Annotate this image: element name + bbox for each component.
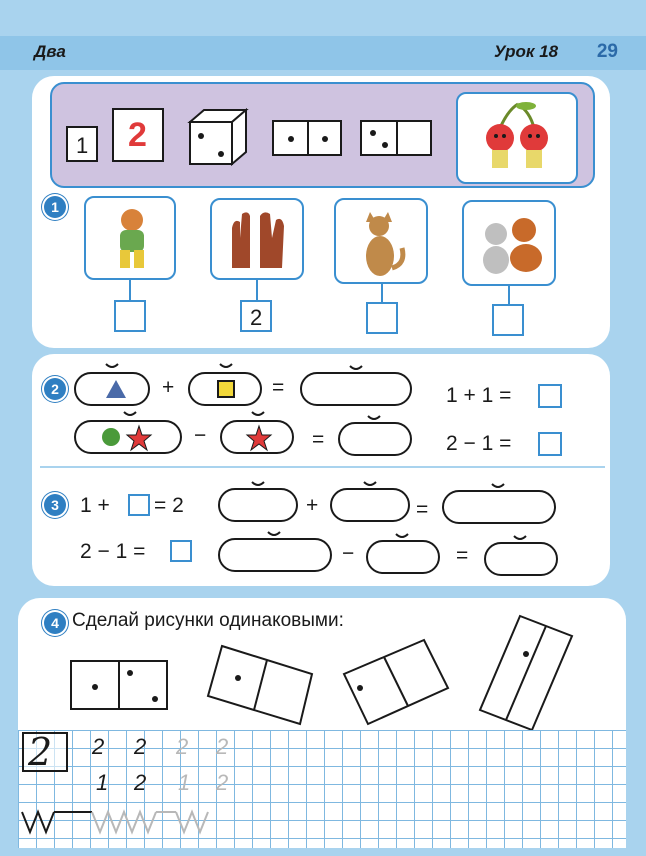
lesson-title: Урок 18 [494, 42, 559, 61]
task3-eq1-answer-box[interactable] [128, 494, 150, 516]
task-number-1: 1 [44, 196, 66, 218]
equation-1: 1 + 1 = [446, 384, 512, 407]
task-number-4: 4 [44, 612, 66, 634]
green-circle-icon [102, 428, 120, 446]
picture-cat [334, 198, 428, 284]
star-icon [126, 425, 152, 451]
equation-2: 2 − 1 = [446, 432, 512, 455]
task4-instruction: Сделай рисунки одинаковыми: [72, 610, 344, 631]
domino-one-one [272, 120, 342, 156]
domino-tilted-2 [340, 636, 452, 728]
boy-icon [106, 206, 158, 272]
equals-sign: = [272, 376, 285, 399]
writing-row1-3: 2 [176, 734, 189, 759]
gloves-icon [226, 208, 292, 272]
set-result-empty-2[interactable] [338, 422, 412, 456]
task3-set-b[interactable] [330, 488, 410, 522]
page-number: 29 [596, 41, 618, 62]
equation-1-answer-box[interactable] [538, 384, 562, 408]
picture-boy [84, 196, 176, 280]
answer-box-3[interactable] [366, 302, 398, 334]
answer-box-2[interactable]: 2 [240, 300, 272, 332]
task3-eq2: 2 − 1 = [80, 540, 146, 563]
task3-set-c[interactable] [218, 538, 332, 572]
answer-box-4[interactable] [492, 304, 524, 336]
equals-sign: = [312, 428, 325, 451]
set-triangle [74, 372, 150, 406]
writing-row1-4: 2 [216, 734, 229, 759]
writing-row2-4: 2 [216, 770, 229, 795]
card-one: 1 [66, 126, 98, 162]
plus-sign: + [306, 494, 319, 517]
card-two [112, 108, 164, 162]
cat-icon [358, 208, 408, 278]
minus-sign: − [194, 424, 207, 447]
cat-dog-icon [474, 212, 548, 276]
domino-tilted-1 [204, 640, 316, 730]
dice-icon [188, 108, 248, 168]
task-number-3: 3 [44, 494, 66, 516]
cherries-picture [456, 92, 578, 184]
triangle-icon [104, 378, 128, 400]
equals-sign: = [416, 498, 429, 521]
writing-row1-1: 2 [92, 734, 105, 759]
picture-gloves [210, 198, 304, 280]
task-number-2: 2 [44, 378, 66, 400]
writing-row2-2: 2 [134, 770, 147, 795]
set-square [188, 372, 262, 406]
equation-2-answer-box[interactable] [538, 432, 562, 456]
writing-row2-1: 1 [96, 770, 109, 795]
task3-eq2-answer-box[interactable] [170, 540, 192, 562]
set-star [220, 420, 294, 454]
task3-set-a[interactable] [218, 488, 298, 522]
task3-eq1-left: 1 + [80, 494, 110, 517]
task3-set-d[interactable] [366, 540, 440, 574]
writing-row2-3: 1 [178, 770, 191, 795]
domino-reference [70, 660, 168, 710]
writing-row1-2: 2 [134, 734, 147, 759]
task3-set-result-2[interactable] [484, 542, 558, 576]
page-header [0, 36, 646, 70]
digit-two-red: 2 [128, 116, 147, 154]
plus-sign: + [162, 376, 175, 399]
cherries-icon [478, 100, 558, 176]
topic-title: Два [34, 42, 66, 61]
divider [40, 466, 605, 468]
yellow-square-icon [217, 380, 235, 398]
set-result-empty[interactable] [300, 372, 412, 406]
task3-eq1-right: = 2 [154, 494, 184, 517]
star-icon [246, 425, 272, 451]
picture-cat-and-dog [462, 200, 556, 286]
equals-sign: = [456, 544, 469, 567]
sample-digit-box: 2 [22, 732, 68, 772]
domino-two-zero [360, 120, 432, 156]
task3-set-result[interactable] [442, 490, 556, 524]
domino-tilted-3 [476, 614, 576, 734]
minus-sign: − [342, 542, 355, 565]
zigzag-pattern [22, 810, 222, 836]
set-circle-star [74, 420, 182, 454]
answer-box-1[interactable] [114, 300, 146, 332]
